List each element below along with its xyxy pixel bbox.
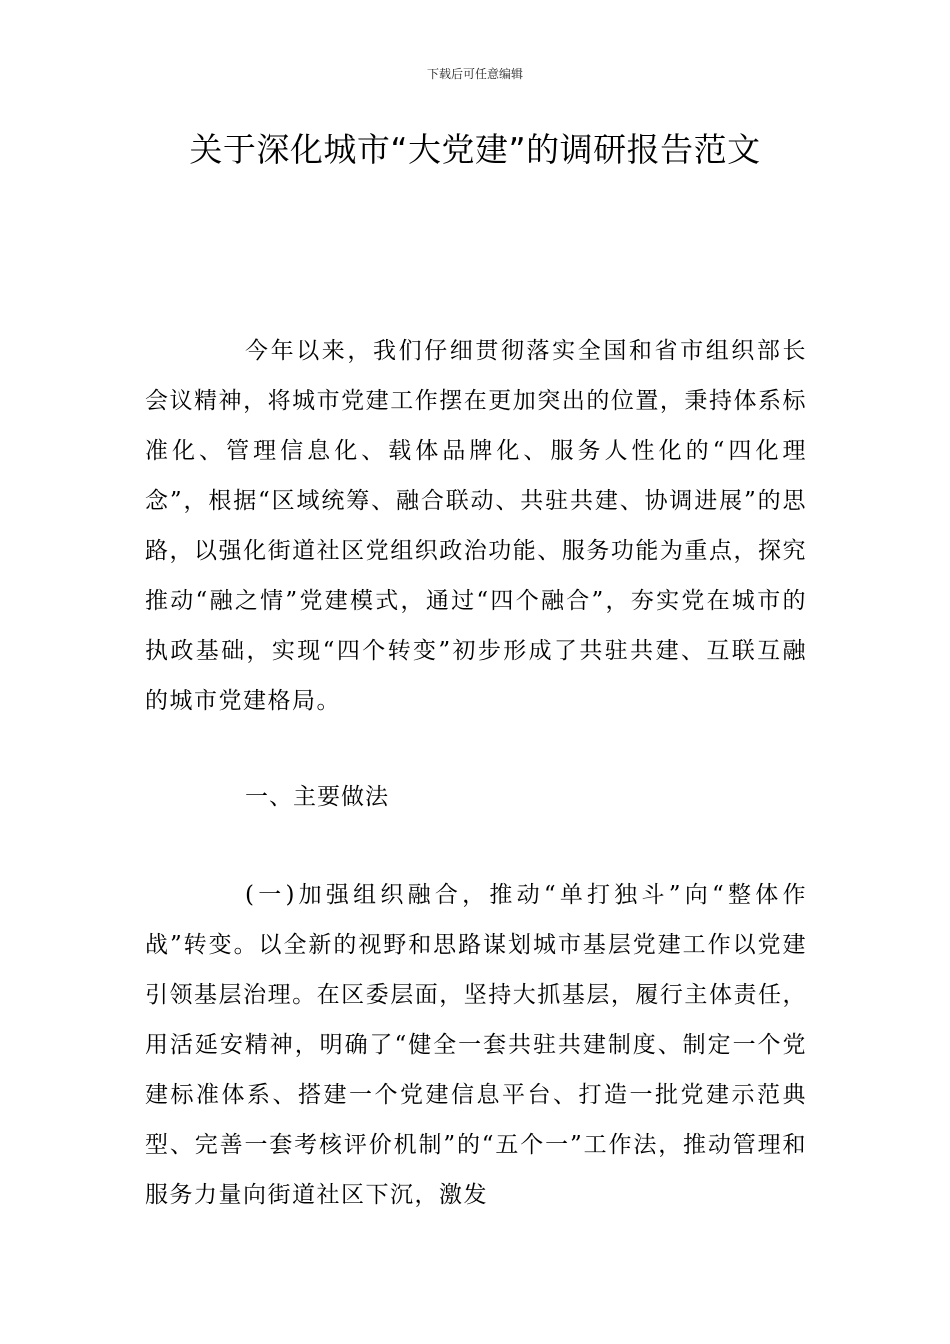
- document-title: 关于深化城市“大党建”的调研报告范文: [189, 130, 761, 169]
- header-note: 下载后可任意编辑: [426, 67, 523, 81]
- intro-paragraph: 今年以来，我们仔细贯彻落实全国和省市组织部长会议精神，将城市党建工作摆在更加突出的位置，秉持体系标准化、管理信息化、载体品牌化、服务人性化的“四化理念”，根据“区域统筹、融合联动、共驻共建、协调进展”的思路，以强化街道社区党组织政治功能、服务功能为重点，探究推动“融之情”党建模式，通过“四个融合”，夯实党在城市的执政基础，实现“四个转变”初步形成了共驻共建、互联互融的城市党建格局。: [145, 338, 807, 714]
- section-heading: 一、主要做法: [245, 784, 389, 810]
- section-one-paragraph: (一)加强组织融合，推动“单打独斗”向“整体作战”转变。以全新的视野和思路谋划城市基层党建工作以党建引领基层治理。在区委层面，坚持大抓基层，履行主体责任，用活延安精神，明确了“健全一套共驻共建制度、制定一个党建标准体系、搭建一个党建信息平台、打造一批党建示范典型、完善一套考核评价机制”的“五个一”工作法，推动管理和服务力量向街道社区下沉，激发: [145, 882, 807, 1208]
